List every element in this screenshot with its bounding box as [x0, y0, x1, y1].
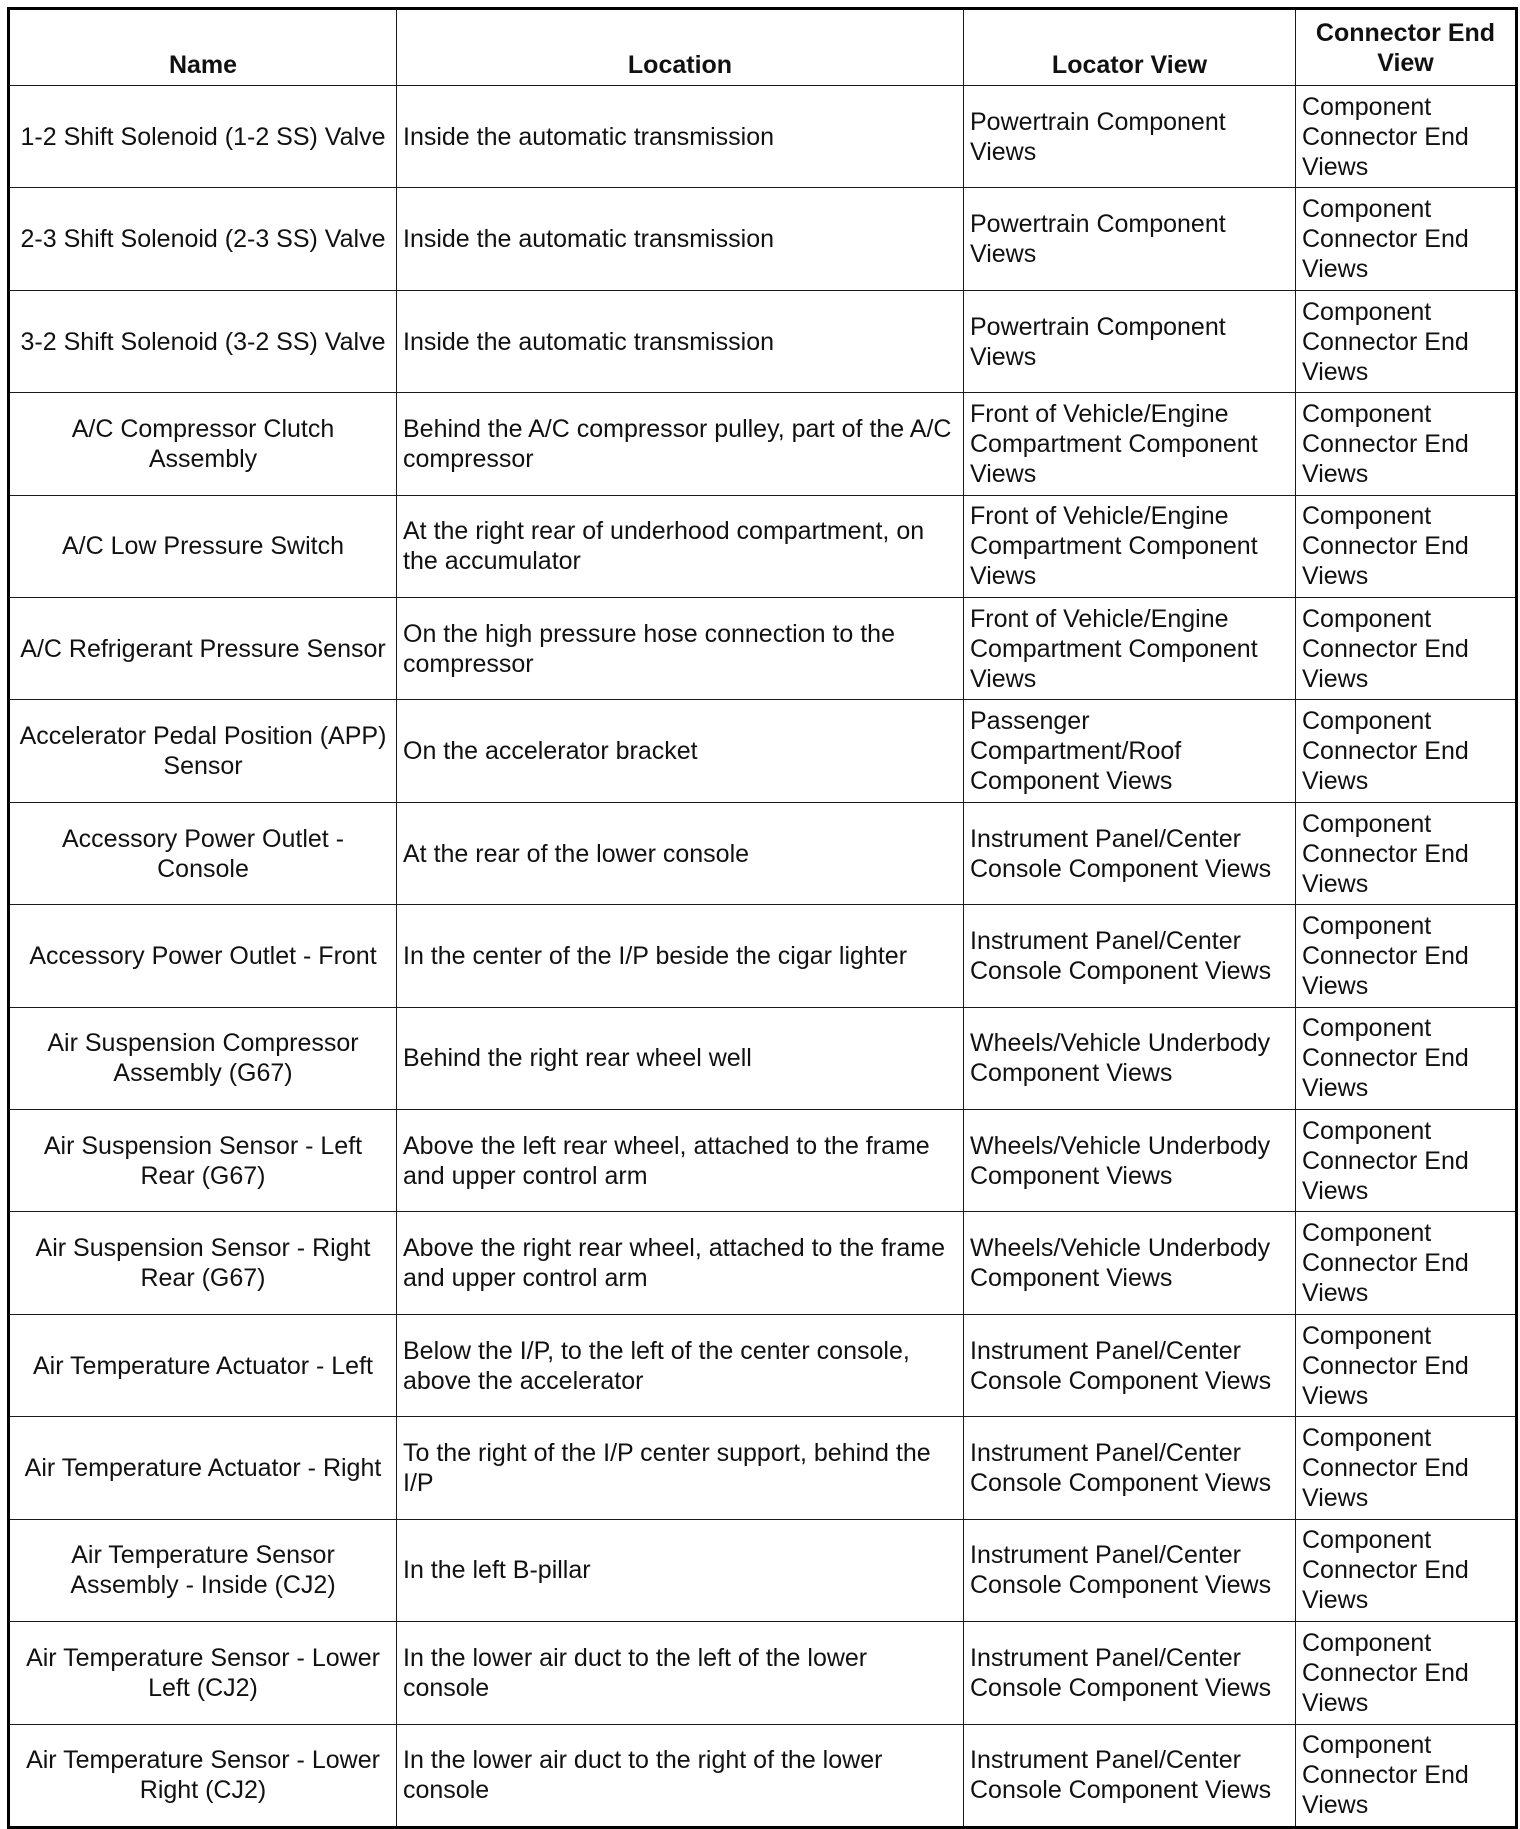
row-connector-end-view-link: Component Connector End Views: [1296, 290, 1517, 392]
row-connector-end-view-link: Component Connector End Views: [1296, 1007, 1517, 1109]
row-name-cell: Air Suspension Sensor - Left Rear (G67): [9, 1110, 397, 1212]
row-locator-view-link: Instrument Panel/Center Console Component Views: [964, 1724, 1296, 1828]
table-row: [9, 1110, 1517, 1212]
header-connector-end-view: Connector End View: [1296, 9, 1517, 86]
table-row: [9, 1417, 1517, 1519]
table-row: [9, 1724, 1517, 1828]
row-connector-end-view-link: Component Connector End Views: [1296, 1622, 1517, 1724]
row-locator-view-link: Passenger Compartment/Roof Component Views: [964, 700, 1296, 802]
row-name-cell: Accessory Power Outlet - Console: [9, 802, 397, 904]
row-locator-view-link: Instrument Panel/Center Console Component Views: [964, 1417, 1296, 1519]
row-location-cell: Inside the automatic transmission: [397, 86, 964, 188]
table-row: [9, 1314, 1517, 1416]
table-row: [9, 700, 1517, 802]
row-name-cell: A/C Compressor Clutch Assembly: [9, 393, 397, 495]
table-row: [9, 1212, 1517, 1314]
row-location-cell: In the lower air duct to the left of the lower console: [397, 1622, 964, 1724]
row-connector-end-view-link: Component Connector End Views: [1296, 700, 1517, 802]
row-name-cell: Air Temperature Sensor - Lower Left (CJ2): [9, 1622, 397, 1724]
row-name-cell: Accelerator Pedal Position (APP) Sensor: [9, 700, 397, 802]
component-locator-table: [7, 7, 1518, 1829]
row-name-cell: Air Temperature Actuator - Left: [9, 1314, 397, 1416]
row-name-cell: A/C Low Pressure Switch: [9, 495, 397, 597]
row-name-cell: 1-2 Shift Solenoid (1-2 SS) Valve: [9, 86, 397, 188]
table-row: [9, 598, 1517, 700]
row-name-cell: Air Temperature Sensor Assembly - Inside (CJ2): [9, 1519, 397, 1621]
header-location: Location: [397, 9, 964, 86]
row-connector-end-view-link: Component Connector End Views: [1296, 1212, 1517, 1314]
row-locator-view-link: Powertrain Component Views: [964, 290, 1296, 392]
row-location-cell: At the rear of the lower console: [397, 802, 964, 904]
row-locator-view-link: Front of Vehicle/Engine Compartment Component Views: [964, 495, 1296, 597]
row-connector-end-view-link: Component Connector End Views: [1296, 1519, 1517, 1621]
table-row: [9, 1007, 1517, 1109]
table-row: [9, 1622, 1517, 1724]
row-connector-end-view-link: Component Connector End Views: [1296, 1314, 1517, 1416]
table-row: [9, 802, 1517, 904]
row-connector-end-view-link: Component Connector End Views: [1296, 495, 1517, 597]
table-row: [9, 393, 1517, 495]
row-connector-end-view-link: Component Connector End Views: [1296, 598, 1517, 700]
row-connector-end-view-link: Component Connector End Views: [1296, 188, 1517, 290]
row-connector-end-view-link: Component Connector End Views: [1296, 1417, 1517, 1519]
row-location-cell: Below the I/P, to the left of the center console, above the accelerator: [397, 1314, 964, 1416]
row-name-cell: Air Suspension Compressor Assembly (G67): [9, 1007, 397, 1109]
row-locator-view-link: Wheels/Vehicle Underbody Component Views: [964, 1007, 1296, 1109]
table-body: [9, 86, 1517, 1828]
table-row: [9, 495, 1517, 597]
row-locator-view-link: Instrument Panel/Center Console Component Views: [964, 905, 1296, 1007]
table-header-row: [9, 9, 1517, 86]
row-locator-view-link: Powertrain Component Views: [964, 86, 1296, 188]
row-location-cell: At the right rear of underhood compartment, on the accumulator: [397, 495, 964, 597]
row-name-cell: Accessory Power Outlet - Front: [9, 905, 397, 1007]
row-location-cell: Behind the A/C compressor pulley, part of the A/C compressor: [397, 393, 964, 495]
row-location-cell: On the accelerator bracket: [397, 700, 964, 802]
row-name-cell: Air Temperature Actuator - Right: [9, 1417, 397, 1519]
row-location-cell: To the right of the I/P center support, behind the I/P: [397, 1417, 964, 1519]
row-connector-end-view-link: Component Connector End Views: [1296, 905, 1517, 1007]
row-location-cell: In the center of the I/P beside the cigar lighter: [397, 905, 964, 1007]
table-row: [9, 290, 1517, 392]
row-locator-view-link: Instrument Panel/Center Console Component Views: [964, 1314, 1296, 1416]
row-connector-end-view-link: Component Connector End Views: [1296, 86, 1517, 188]
row-location-cell: Inside the automatic transmission: [397, 290, 964, 392]
row-locator-view-link: Instrument Panel/Center Console Component Views: [964, 802, 1296, 904]
row-location-cell: On the high pressure hose connection to the compressor: [397, 598, 964, 700]
row-locator-view-link: Instrument Panel/Center Console Component Views: [964, 1519, 1296, 1621]
row-location-cell: Behind the right rear wheel well: [397, 1007, 964, 1109]
row-location-cell: In the lower air duct to the right of the lower console: [397, 1724, 964, 1828]
row-location-cell: Above the right rear wheel, attached to the frame and upper control arm: [397, 1212, 964, 1314]
row-location-cell: Above the left rear wheel, attached to the frame and upper control arm: [397, 1110, 964, 1212]
row-locator-view-link: Wheels/Vehicle Underbody Component Views: [964, 1110, 1296, 1212]
row-locator-view-link: Instrument Panel/Center Console Component Views: [964, 1622, 1296, 1724]
table-row: [9, 188, 1517, 290]
row-locator-view-link: Front of Vehicle/Engine Compartment Component Views: [964, 598, 1296, 700]
row-connector-end-view-link: Component Connector End Views: [1296, 393, 1517, 495]
header-name: Name: [9, 9, 397, 86]
row-name-cell: 2-3 Shift Solenoid (2-3 SS) Valve: [9, 188, 397, 290]
table-row: [9, 86, 1517, 188]
row-location-cell: In the left B-pillar: [397, 1519, 964, 1621]
row-locator-view-link: Powertrain Component Views: [964, 188, 1296, 290]
header-locator-view: Locator View: [964, 9, 1296, 86]
table-row: [9, 905, 1517, 1007]
row-name-cell: 3-2 Shift Solenoid (3-2 SS) Valve: [9, 290, 397, 392]
row-locator-view-link: Front of Vehicle/Engine Compartment Component Views: [964, 393, 1296, 495]
row-location-cell: Inside the automatic transmission: [397, 188, 964, 290]
row-connector-end-view-link: Component Connector End Views: [1296, 1110, 1517, 1212]
row-name-cell: A/C Refrigerant Pressure Sensor: [9, 598, 397, 700]
row-connector-end-view-link: Component Connector End Views: [1296, 1724, 1517, 1828]
row-name-cell: Air Suspension Sensor - Right Rear (G67): [9, 1212, 397, 1314]
row-locator-view-link: Wheels/Vehicle Underbody Component Views: [964, 1212, 1296, 1314]
row-name-cell: Air Temperature Sensor - Lower Right (CJ2): [9, 1724, 397, 1828]
row-connector-end-view-link: Component Connector End Views: [1296, 802, 1517, 904]
table-row: [9, 1519, 1517, 1621]
